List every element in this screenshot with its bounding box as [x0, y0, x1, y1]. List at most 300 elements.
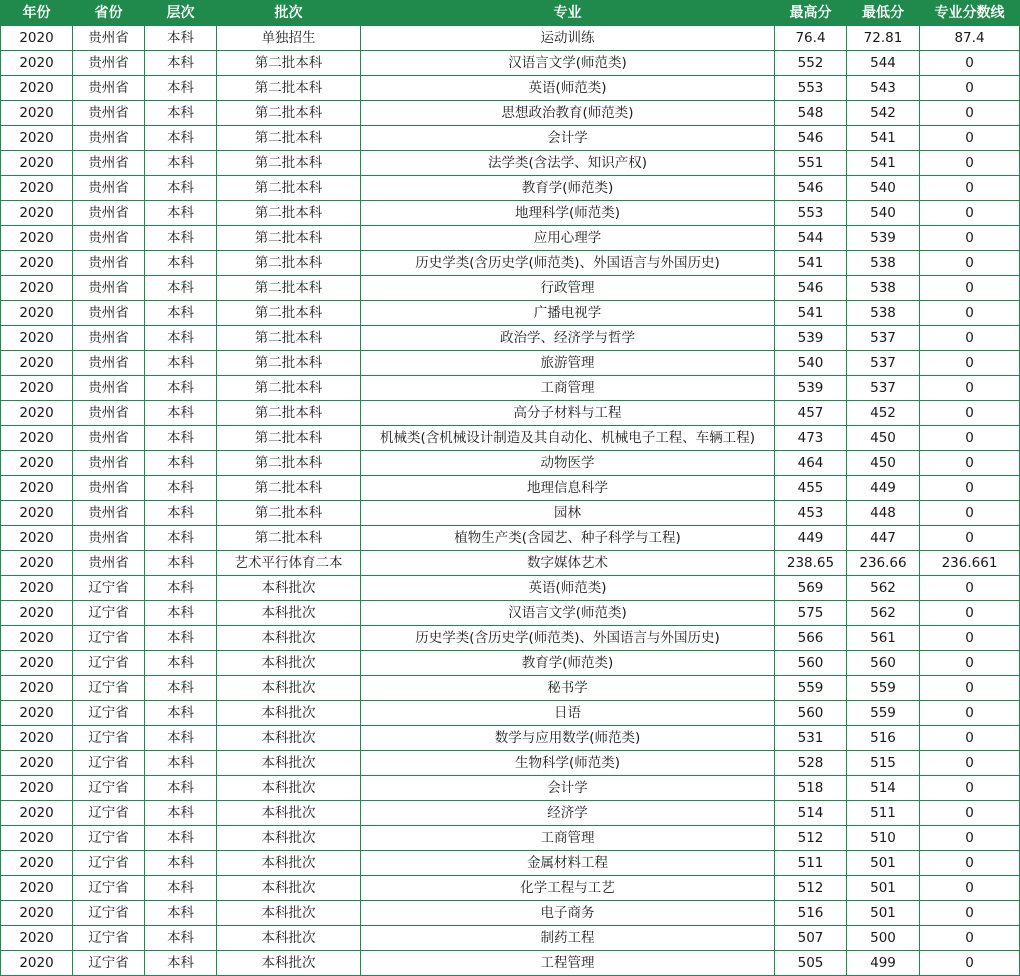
table-row	[1, 176, 1020, 201]
cell-batch: 本科批次	[217, 751, 361, 776]
cell-min-score: 562	[847, 576, 920, 601]
cell-min-score: 561	[847, 626, 920, 651]
table-body	[1, 26, 1020, 976]
cell-year: 2020	[1, 626, 73, 651]
cell-year: 2020	[1, 876, 73, 901]
cell-level: 本科	[145, 226, 217, 251]
cell-province: 贵州省	[73, 351, 145, 376]
cell-batch: 第二批本科	[217, 226, 361, 251]
cell-level: 本科	[145, 451, 217, 476]
cell-cutoff-score: 0	[920, 251, 1020, 276]
cell-cutoff-score: 0	[920, 601, 1020, 626]
cell-batch: 第二批本科	[217, 76, 361, 101]
cell-year: 2020	[1, 901, 73, 926]
cell-year: 2020	[1, 751, 73, 776]
cell-major: 制药工程	[361, 926, 775, 951]
cell-major: 工商管理	[361, 826, 775, 851]
cell-province: 贵州省	[73, 326, 145, 351]
cell-max-score: 518	[775, 776, 847, 801]
cell-max-score: 505	[775, 951, 847, 976]
cell-province: 辽宁省	[73, 726, 145, 751]
cell-level: 本科	[145, 201, 217, 226]
cell-province: 辽宁省	[73, 801, 145, 826]
cell-year: 2020	[1, 851, 73, 876]
cell-min-score: 500	[847, 926, 920, 951]
cell-level: 本科	[145, 101, 217, 126]
cell-year: 2020	[1, 401, 73, 426]
cell-major: 汉语言文学(师范类)	[361, 51, 775, 76]
cell-max-score: 541	[775, 251, 847, 276]
cell-min-score: 537	[847, 326, 920, 351]
cell-batch: 第二批本科	[217, 501, 361, 526]
cell-cutoff-score: 0	[920, 126, 1020, 151]
cell-max-score: 512	[775, 826, 847, 851]
cell-major: 园林	[361, 501, 775, 526]
cell-province: 贵州省	[73, 376, 145, 401]
table-row	[1, 376, 1020, 401]
cell-year: 2020	[1, 76, 73, 101]
cell-province: 贵州省	[73, 176, 145, 201]
table-row	[1, 151, 1020, 176]
cell-year: 2020	[1, 101, 73, 126]
cell-batch: 本科批次	[217, 626, 361, 651]
table-row	[1, 476, 1020, 501]
cell-year: 2020	[1, 151, 73, 176]
cell-batch: 本科批次	[217, 676, 361, 701]
cell-batch: 本科批次	[217, 601, 361, 626]
table-row	[1, 226, 1020, 251]
cell-batch: 本科批次	[217, 651, 361, 676]
cell-year: 2020	[1, 326, 73, 351]
cell-major: 历史学类(含历史学(师范类)、外国语言与外国历史)	[361, 626, 775, 651]
cell-major: 化学工程与工艺	[361, 876, 775, 901]
cell-major: 生物科学(师范类)	[361, 751, 775, 776]
cell-min-score: 501	[847, 876, 920, 901]
cell-year: 2020	[1, 701, 73, 726]
cell-min-score: 515	[847, 751, 920, 776]
cell-level: 本科	[145, 926, 217, 951]
cell-level: 本科	[145, 26, 217, 51]
cell-cutoff-score: 0	[920, 876, 1020, 901]
cell-max-score: 575	[775, 601, 847, 626]
cell-province: 辽宁省	[73, 626, 145, 651]
cell-min-score: 559	[847, 701, 920, 726]
cell-year: 2020	[1, 601, 73, 626]
cell-cutoff-score: 0	[920, 501, 1020, 526]
cell-batch: 第二批本科	[217, 451, 361, 476]
cell-level: 本科	[145, 876, 217, 901]
cell-min-score: 539	[847, 226, 920, 251]
cell-cutoff-score: 0	[920, 51, 1020, 76]
cell-province: 辽宁省	[73, 751, 145, 776]
cell-major: 工程管理	[361, 951, 775, 976]
table-row	[1, 926, 1020, 951]
header-province: 省份	[73, 1, 145, 26]
cell-major: 地理科学(师范类)	[361, 201, 775, 226]
cell-year: 2020	[1, 576, 73, 601]
cell-level: 本科	[145, 251, 217, 276]
cell-level: 本科	[145, 376, 217, 401]
cell-min-score: 542	[847, 101, 920, 126]
cell-province: 辽宁省	[73, 651, 145, 676]
cell-province: 辽宁省	[73, 701, 145, 726]
cell-major: 行政管理	[361, 276, 775, 301]
cell-province: 辽宁省	[73, 951, 145, 976]
table-row	[1, 401, 1020, 426]
cell-max-score: 548	[775, 101, 847, 126]
cell-level: 本科	[145, 651, 217, 676]
cell-max-score: 539	[775, 376, 847, 401]
cell-province: 辽宁省	[73, 901, 145, 926]
table-row	[1, 251, 1020, 276]
cell-min-score: 449	[847, 476, 920, 501]
cell-major: 法学类(含法学、知识产权)	[361, 151, 775, 176]
table-row	[1, 276, 1020, 301]
cell-batch: 第二批本科	[217, 101, 361, 126]
cell-major: 金属材料工程	[361, 851, 775, 876]
cell-level: 本科	[145, 851, 217, 876]
cell-min-score: 511	[847, 801, 920, 826]
cell-max-score: 511	[775, 851, 847, 876]
cell-max-score: 507	[775, 926, 847, 951]
cell-major: 植物生产类(含园艺、种子科学与工程)	[361, 526, 775, 551]
cell-province: 辽宁省	[73, 601, 145, 626]
cell-batch: 第二批本科	[217, 151, 361, 176]
table-row	[1, 426, 1020, 451]
cell-cutoff-score: 0	[920, 776, 1020, 801]
table-row	[1, 726, 1020, 751]
cell-level: 本科	[145, 751, 217, 776]
cell-cutoff-score: 0	[920, 301, 1020, 326]
table-row	[1, 201, 1020, 226]
cell-level: 本科	[145, 801, 217, 826]
cell-max-score: 559	[775, 676, 847, 701]
cell-max-score: 512	[775, 876, 847, 901]
cell-year: 2020	[1, 926, 73, 951]
cell-max-score: 457	[775, 401, 847, 426]
cell-province: 贵州省	[73, 76, 145, 101]
cell-major: 数学与应用数学(师范类)	[361, 726, 775, 751]
table-row	[1, 626, 1020, 651]
cell-level: 本科	[145, 626, 217, 651]
cell-batch: 本科批次	[217, 826, 361, 851]
cell-max-score: 238.65	[775, 551, 847, 576]
cell-cutoff-score: 0	[920, 476, 1020, 501]
cell-max-score: 453	[775, 501, 847, 526]
cell-year: 2020	[1, 201, 73, 226]
cell-cutoff-score: 0	[920, 76, 1020, 101]
cell-batch: 本科批次	[217, 926, 361, 951]
table-row	[1, 526, 1020, 551]
cell-major: 秘书学	[361, 676, 775, 701]
cell-min-score: 559	[847, 676, 920, 701]
cell-level: 本科	[145, 76, 217, 101]
cell-batch: 本科批次	[217, 701, 361, 726]
cell-batch: 第二批本科	[217, 126, 361, 151]
cell-major: 电子商务	[361, 901, 775, 926]
table-row	[1, 851, 1020, 876]
cell-min-score: 501	[847, 851, 920, 876]
cell-batch: 第二批本科	[217, 526, 361, 551]
cell-batch: 本科批次	[217, 851, 361, 876]
cell-province: 贵州省	[73, 401, 145, 426]
cell-major: 汉语言文学(师范类)	[361, 601, 775, 626]
cell-level: 本科	[145, 776, 217, 801]
table-row	[1, 551, 1020, 576]
cell-province: 贵州省	[73, 26, 145, 51]
cell-province: 贵州省	[73, 301, 145, 326]
cell-major: 高分子材料与工程	[361, 401, 775, 426]
cell-batch: 第二批本科	[217, 476, 361, 501]
cell-min-score: 541	[847, 126, 920, 151]
cell-min-score: 72.81	[847, 26, 920, 51]
cell-level: 本科	[145, 51, 217, 76]
cell-province: 贵州省	[73, 126, 145, 151]
cell-year: 2020	[1, 651, 73, 676]
cell-major: 思想政治教育(师范类)	[361, 101, 775, 126]
cell-province: 贵州省	[73, 151, 145, 176]
cell-batch: 艺术平行体育二本	[217, 551, 361, 576]
cell-min-score: 544	[847, 51, 920, 76]
cell-min-score: 537	[847, 376, 920, 401]
cell-cutoff-score: 0	[920, 801, 1020, 826]
cell-max-score: 560	[775, 651, 847, 676]
cell-cutoff-score: 0	[920, 726, 1020, 751]
cell-province: 贵州省	[73, 476, 145, 501]
header-year: 年份	[1, 1, 73, 26]
table-row	[1, 701, 1020, 726]
cell-batch: 本科批次	[217, 876, 361, 901]
table-row	[1, 301, 1020, 326]
cell-cutoff-score: 0	[920, 526, 1020, 551]
cell-cutoff-score: 0	[920, 826, 1020, 851]
cell-min-score: 514	[847, 776, 920, 801]
cell-major: 经济学	[361, 801, 775, 826]
cell-min-score: 501	[847, 901, 920, 926]
cell-min-score: 236.66	[847, 551, 920, 576]
cell-min-score: 516	[847, 726, 920, 751]
cell-max-score: 455	[775, 476, 847, 501]
cell-year: 2020	[1, 26, 73, 51]
cell-province: 贵州省	[73, 426, 145, 451]
cell-major: 教育学(师范类)	[361, 651, 775, 676]
cell-max-score: 569	[775, 576, 847, 601]
cell-cutoff-score: 0	[920, 676, 1020, 701]
cell-max-score: 449	[775, 526, 847, 551]
cell-cutoff-score: 0	[920, 626, 1020, 651]
cell-cutoff-score: 0	[920, 401, 1020, 426]
header-level: 层次	[145, 1, 217, 26]
cell-major: 历史学类(含历史学(师范类)、外国语言与外国历史)	[361, 251, 775, 276]
cell-batch: 第二批本科	[217, 351, 361, 376]
cell-cutoff-score: 0	[920, 926, 1020, 951]
cell-province: 贵州省	[73, 451, 145, 476]
cell-level: 本科	[145, 276, 217, 301]
table-row	[1, 326, 1020, 351]
header-cutoff-score: 专业分数线	[920, 1, 1020, 26]
table-row	[1, 951, 1020, 976]
cell-batch: 第二批本科	[217, 176, 361, 201]
cell-batch: 本科批次	[217, 901, 361, 926]
cell-min-score: 450	[847, 451, 920, 476]
cell-cutoff-score: 0	[920, 851, 1020, 876]
cell-min-score: 540	[847, 201, 920, 226]
table-row	[1, 76, 1020, 101]
cell-year: 2020	[1, 176, 73, 201]
cell-min-score: 540	[847, 176, 920, 201]
cell-year: 2020	[1, 426, 73, 451]
cell-province: 贵州省	[73, 551, 145, 576]
cell-cutoff-score: 0	[920, 351, 1020, 376]
cell-year: 2020	[1, 951, 73, 976]
cell-province: 贵州省	[73, 101, 145, 126]
cell-year: 2020	[1, 826, 73, 851]
cell-batch: 本科批次	[217, 776, 361, 801]
cell-province: 辽宁省	[73, 876, 145, 901]
cell-cutoff-score: 0	[920, 176, 1020, 201]
cell-year: 2020	[1, 726, 73, 751]
table-row	[1, 651, 1020, 676]
cell-batch: 第二批本科	[217, 301, 361, 326]
cell-province: 辽宁省	[73, 826, 145, 851]
cell-batch: 第二批本科	[217, 426, 361, 451]
cell-max-score: 553	[775, 76, 847, 101]
cell-cutoff-score: 0	[920, 751, 1020, 776]
cell-major: 教育学(师范类)	[361, 176, 775, 201]
cell-batch: 第二批本科	[217, 201, 361, 226]
table-row	[1, 451, 1020, 476]
cell-min-score: 499	[847, 951, 920, 976]
cell-max-score: 551	[775, 151, 847, 176]
table-row	[1, 901, 1020, 926]
cell-major: 运动训练	[361, 26, 775, 51]
cell-major: 工商管理	[361, 376, 775, 401]
cell-max-score: 553	[775, 201, 847, 226]
cell-major: 数字媒体艺术	[361, 551, 775, 576]
cell-max-score: 544	[775, 226, 847, 251]
cell-max-score: 541	[775, 301, 847, 326]
cell-year: 2020	[1, 226, 73, 251]
cell-major: 英语(师范类)	[361, 576, 775, 601]
cell-batch: 第二批本科	[217, 51, 361, 76]
cell-level: 本科	[145, 901, 217, 926]
cell-major: 广播电视学	[361, 301, 775, 326]
cell-province: 辽宁省	[73, 851, 145, 876]
cell-max-score: 546	[775, 126, 847, 151]
cell-max-score: 514	[775, 801, 847, 826]
cell-major: 日语	[361, 701, 775, 726]
cell-major: 地理信息科学	[361, 476, 775, 501]
table-row	[1, 26, 1020, 51]
cell-batch: 第二批本科	[217, 376, 361, 401]
cell-max-score: 566	[775, 626, 847, 651]
cell-max-score: 552	[775, 51, 847, 76]
cell-max-score: 531	[775, 726, 847, 751]
cell-year: 2020	[1, 551, 73, 576]
cell-cutoff-score: 0	[920, 276, 1020, 301]
cell-year: 2020	[1, 526, 73, 551]
cell-cutoff-score: 0	[920, 901, 1020, 926]
table-row	[1, 126, 1020, 151]
cell-year: 2020	[1, 251, 73, 276]
cell-major: 旅游管理	[361, 351, 775, 376]
cell-major: 动物医学	[361, 451, 775, 476]
table-row	[1, 101, 1020, 126]
cell-batch: 第二批本科	[217, 401, 361, 426]
cell-max-score: 76.4	[775, 26, 847, 51]
cell-province: 贵州省	[73, 51, 145, 76]
cell-year: 2020	[1, 776, 73, 801]
cell-min-score: 450	[847, 426, 920, 451]
cell-cutoff-score: 0	[920, 951, 1020, 976]
cell-level: 本科	[145, 126, 217, 151]
cell-level: 本科	[145, 951, 217, 976]
cell-major: 英语(师范类)	[361, 76, 775, 101]
cell-cutoff-score: 0	[920, 701, 1020, 726]
cell-max-score: 546	[775, 176, 847, 201]
table-row	[1, 51, 1020, 76]
cell-level: 本科	[145, 426, 217, 451]
table-row	[1, 501, 1020, 526]
cell-province: 辽宁省	[73, 926, 145, 951]
cell-cutoff-score: 0	[920, 426, 1020, 451]
cell-min-score: 537	[847, 351, 920, 376]
table-row	[1, 826, 1020, 851]
cell-batch: 第二批本科	[217, 251, 361, 276]
cell-cutoff-score: 0	[920, 326, 1020, 351]
cell-cutoff-score: 0	[920, 201, 1020, 226]
cell-province: 辽宁省	[73, 676, 145, 701]
cell-max-score: 560	[775, 701, 847, 726]
table-row	[1, 576, 1020, 601]
cell-level: 本科	[145, 526, 217, 551]
cell-cutoff-score: 0	[920, 151, 1020, 176]
cell-year: 2020	[1, 276, 73, 301]
cell-batch: 第二批本科	[217, 326, 361, 351]
cell-level: 本科	[145, 826, 217, 851]
cell-level: 本科	[145, 601, 217, 626]
header-min-score: 最低分	[847, 1, 920, 26]
cell-max-score: 540	[775, 351, 847, 376]
cell-batch: 第二批本科	[217, 276, 361, 301]
table-row	[1, 801, 1020, 826]
cell-level: 本科	[145, 476, 217, 501]
cell-min-score: 541	[847, 151, 920, 176]
cell-cutoff-score: 0	[920, 651, 1020, 676]
cell-min-score: 447	[847, 526, 920, 551]
cell-year: 2020	[1, 351, 73, 376]
cell-major: 机械类(含机械设计制造及其自动化、机械电子工程、车辆工程)	[361, 426, 775, 451]
cell-min-score: 448	[847, 501, 920, 526]
table-row	[1, 601, 1020, 626]
cell-province: 贵州省	[73, 251, 145, 276]
header-batch: 批次	[217, 1, 361, 26]
cell-year: 2020	[1, 801, 73, 826]
cell-cutoff-score: 0	[920, 576, 1020, 601]
cell-province: 辽宁省	[73, 776, 145, 801]
cell-level: 本科	[145, 726, 217, 751]
cell-year: 2020	[1, 51, 73, 76]
cell-year: 2020	[1, 476, 73, 501]
cell-min-score: 510	[847, 826, 920, 851]
cell-cutoff-score: 0	[920, 451, 1020, 476]
cell-year: 2020	[1, 501, 73, 526]
cell-min-score: 538	[847, 251, 920, 276]
cell-level: 本科	[145, 326, 217, 351]
cell-min-score: 538	[847, 276, 920, 301]
cell-level: 本科	[145, 701, 217, 726]
cell-min-score: 560	[847, 651, 920, 676]
